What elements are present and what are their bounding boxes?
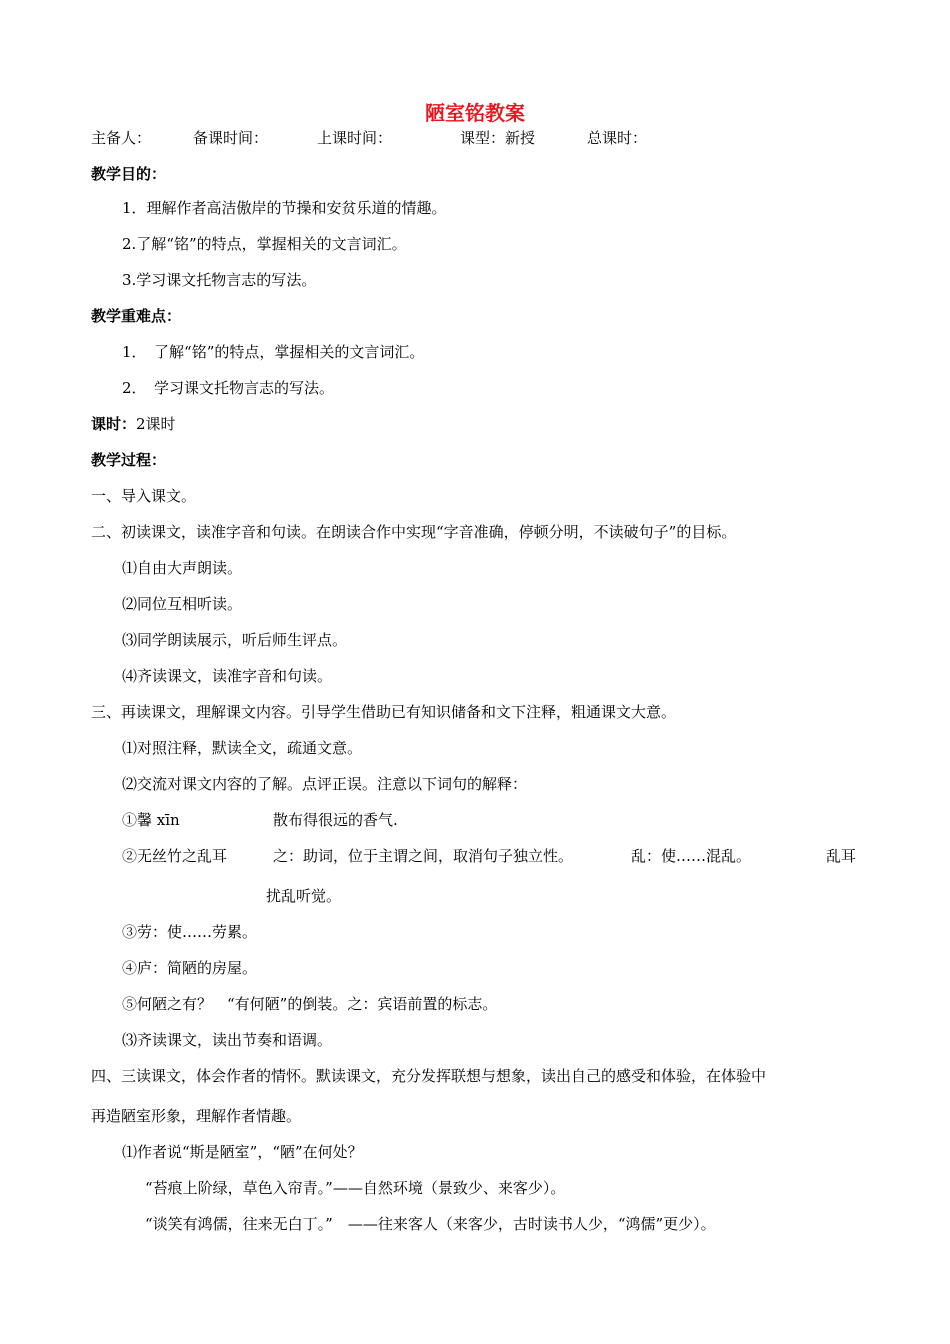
step-3-item-3: ⑶齐读课文，读出节奏和语调。 (122, 1031, 333, 1049)
gloss-2-definition-3: 乱耳 (826, 847, 857, 865)
header-row (91, 128, 647, 148)
process-heading: 教学过程： (91, 451, 167, 469)
step-3-item-2: ⑵交流对课文内容的了解。点评正误。注意以下词句的解释： (122, 775, 528, 793)
gloss-5: ⑤何陋之有？ “有何陋”的倒装。之：宾语前置的标志。 (122, 995, 498, 1013)
page-title: 陋室铭教案 (425, 101, 525, 125)
objectives-heading: 教学目的： (91, 165, 167, 183)
step-2: 二、初读课文，读准字音和句读。在朗读合作中实现“字音准确，停顿分明，不读破句子”的目标。 (91, 523, 737, 541)
hours-label: 课时： (91, 415, 137, 433)
objective-3: 3.学习课文托物言志的写法。 (122, 271, 317, 289)
gloss-4: ④庐：简陋的房屋。 (122, 959, 258, 977)
lesson-type-label: 课型：新授 (460, 129, 536, 147)
step-4-answer-1: “苔痕上阶绿，草色入帘青。”——自然环境（景致少、来客少）。 (145, 1179, 566, 1197)
gloss-2-definition-1: 之：助词，位于主谓之间，取消句子独立性。 (273, 847, 574, 865)
key-points-heading: 教学重难点： (91, 307, 182, 325)
gloss-1-definition: 散布得很远的香气. (273, 811, 398, 829)
step-1: 一、导入课文。 (91, 487, 197, 505)
step-3: 三、再读课文，理解课文内容。引导学生借助已有知识储备和文下注释，粗通课文大意。 (91, 703, 677, 721)
step-3-item-1: ⑴对照注释，默读全文，疏通文意。 (122, 739, 363, 757)
objective-2: 2.了解“铭”的特点，掌握相关的文言词汇。 (122, 235, 407, 253)
step-4-answer-2: “谈笑有鸿儒，往来无白丁。” ——往来客人（来客少，古时读书人少，“鸿儒”更少）。 (145, 1215, 716, 1233)
prep-time-label: 备课时间： (193, 129, 269, 147)
step-4-line-1: 四、三读课文，体会作者的情怀。默读课文，充分发挥联想与想象，读出自己的感受和体验，在体验中 (91, 1067, 767, 1085)
preparer-label: 主备人： (91, 129, 152, 147)
step-2-item-1: ⑴自由大声朗读。 (122, 559, 243, 577)
total-hours-label: 总课时： (587, 129, 648, 147)
step-4-line-2: 再造陋室形象，理解作者情趣。 (91, 1107, 302, 1125)
gloss-2-definition-4: 扰乱听觉。 (266, 887, 342, 905)
step-4-question-1: ⑴作者说“斯是陋室”，“陋”在何处？ (122, 1143, 363, 1161)
step-2-item-4: ⑷齐读课文，读准字音和句读。 (122, 667, 333, 685)
gloss-1-term: ①馨 xīn (122, 811, 180, 829)
gloss-2-term: ②无丝竹之乱耳 (122, 847, 228, 865)
objective-1: 1．理解作者高洁傲岸的节操和安贫乐道的情趣。 (122, 199, 447, 217)
step-2-item-2: ⑵同位互相听读。 (122, 595, 243, 613)
key-point-1: 1． 了解“铭”的特点，掌握相关的文言词汇。 (122, 343, 425, 361)
key-point-2: 2． 学习课文托物言志的写法。 (122, 379, 335, 397)
class-time-label: 上课时间： (317, 129, 393, 147)
step-2-item-3: ⑶同学朗读展示，听后师生评点。 (122, 631, 348, 649)
gloss-3: ③劳：使……劳累。 (122, 923, 258, 941)
hours-row (91, 414, 176, 434)
gloss-2-definition-2: 乱：使……混乱。 (631, 847, 752, 865)
hours-value: 2课时 (136, 415, 176, 433)
